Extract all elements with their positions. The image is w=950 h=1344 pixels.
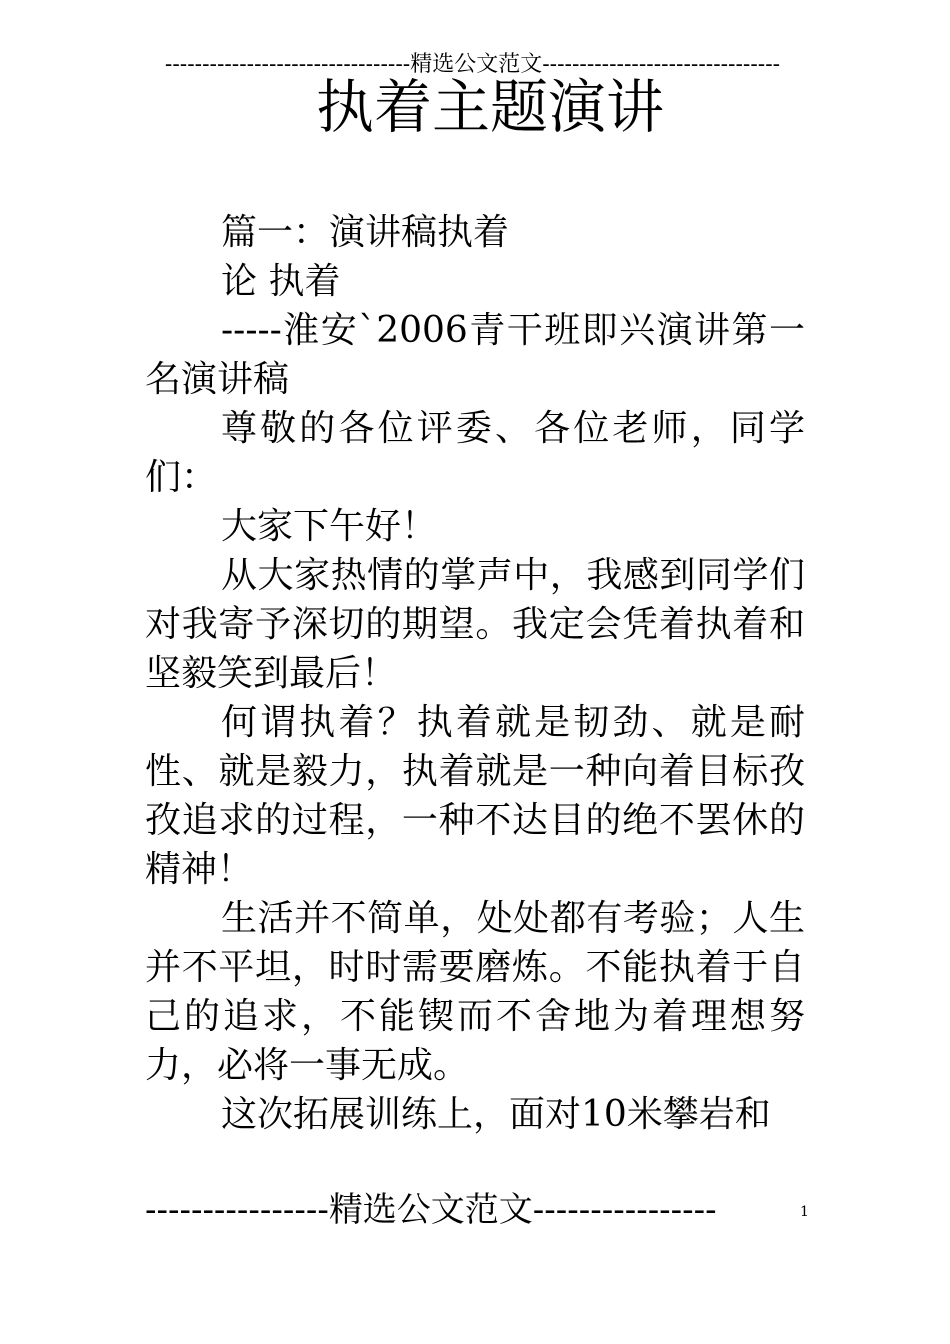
document-title: 执着主题演讲: [315, 73, 664, 141]
page-number: 1: [800, 1204, 809, 1220]
paragraph: 从大家热情的掌声中，我感到同学们对我寄予深切的期望。我定会凭着执着和坚毅笑到最后！: [145, 555, 805, 694]
paragraph: 生活并不简单，处处都有考验；人生并不平坦，时时需要磨炼。不能执着于自己的追求，不能锲而不舍地为着理想努力，必将一事无成。: [145, 898, 805, 1086]
paragraph: 尊敬的各位评委、各位老师，同学们：: [145, 408, 805, 498]
page-footer: ----------------精选公文范文----------------: [145, 1190, 717, 1230]
page-header: ---------------------------------精选公文范文--------------------------------: [164, 52, 781, 77]
paragraph: 论 执着: [221, 261, 341, 302]
paragraph: 篇一：演讲稿执着: [221, 212, 510, 253]
paragraph: 何谓执着？执着就是韧劲、就是耐性、就是毅力，执着就是一种向着目标孜孜追求的过程，一种不达目的绝不罢休的精神！: [145, 702, 805, 890]
paragraph: 这次拓展训练上，面对10米攀岩和: [221, 1094, 771, 1135]
document-body: [145, 208, 805, 1139]
paragraph: -----淮安`2006青干班即兴演讲第一名演讲稿: [145, 310, 805, 400]
paragraph: 大家下午好！: [221, 506, 438, 547]
